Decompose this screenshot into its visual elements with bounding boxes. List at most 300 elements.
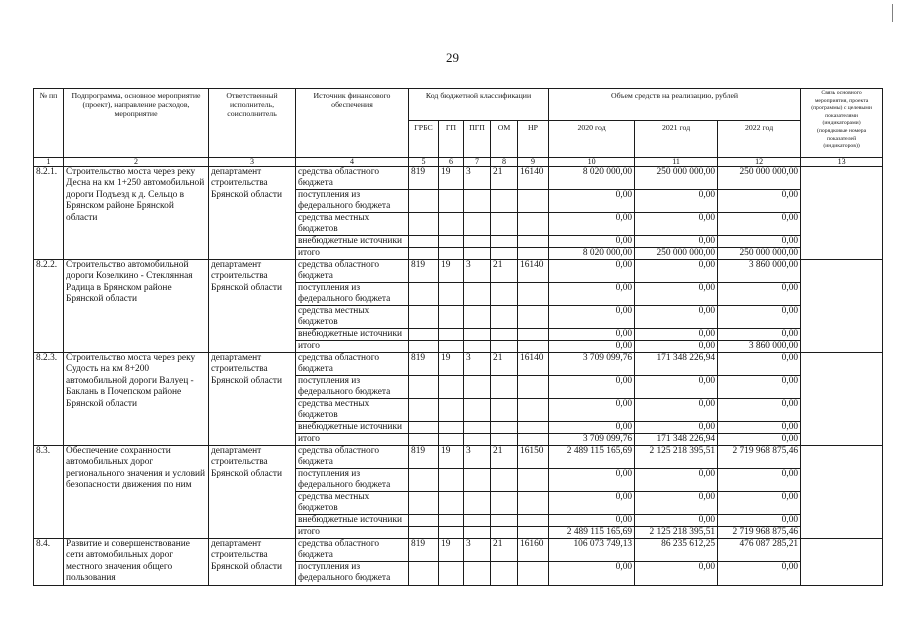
amount-2020-cell [549, 399, 635, 422]
activity-name-cell [64, 260, 209, 353]
funding-source-line: средства областного [298, 353, 380, 363]
amount-2021-cell [635, 562, 718, 585]
amount-2022: 250 000 000,00 [739, 248, 799, 258]
activity-number: 8.4. [36, 539, 51, 549]
amount-2020-cell [549, 539, 635, 562]
header-program-line: (проект), направление расходов, [82, 100, 190, 109]
funding-source-cell [296, 190, 409, 213]
code-nr-cell [518, 469, 549, 492]
amount-2020: 0,00 [615, 422, 633, 432]
funding-source-line: федерального бюджета [298, 294, 391, 304]
code-nr-cell [518, 353, 549, 376]
amount-2022-cell [718, 539, 801, 562]
funding-source-line: итого [298, 341, 320, 351]
code-grbs-cell [409, 446, 439, 469]
column-number-row [34, 158, 883, 167]
amount-2020-cell [549, 329, 635, 341]
funding-source-cell [296, 527, 409, 539]
header-link-line: Связь основного [821, 90, 862, 96]
executor-line: Брянской области [211, 561, 283, 572]
activity-name-line: Брянской области [66, 294, 138, 305]
activity-name-line: безопасности движения по ним [66, 480, 192, 491]
code-gp-cell [439, 329, 464, 341]
code-nr-cell [518, 236, 549, 248]
amount-2020-cell [549, 434, 635, 446]
code-gp-cell [439, 236, 464, 248]
funding-source-cell [296, 353, 409, 376]
amount-2022: 0,00 [781, 376, 799, 386]
header-source-line: Источник финансового [313, 91, 391, 100]
activity-number: 8.2.3. [36, 353, 58, 363]
code-grbs-cell [409, 539, 439, 562]
code-grbs-cell [409, 306, 439, 329]
amount-2021: 0,00 [698, 341, 716, 351]
amount-2021-cell [635, 260, 718, 283]
funding-row [34, 353, 883, 376]
funding-source-line: бюджетов [298, 503, 338, 513]
code-nr: 16150 [520, 446, 544, 456]
activity-name-line: Судость на км 8+200 [66, 364, 150, 375]
executor-line: департамент [211, 167, 262, 177]
amount-2021-cell [635, 283, 718, 306]
executor-line: департамент [211, 539, 262, 549]
executor-line: департамент [211, 353, 262, 363]
funding-source-cell [296, 539, 409, 562]
column-number: 10 [549, 158, 635, 167]
amount-2020: 3 709 099,76 [582, 353, 633, 363]
executor-cell [209, 539, 296, 586]
funding-source-line: поступления из [298, 562, 361, 573]
indicator-link-cell [801, 167, 883, 260]
activity-number-cell [34, 167, 64, 260]
code-gp-cell [439, 260, 464, 283]
code-gp-cell [439, 446, 464, 469]
code-om-cell [491, 306, 518, 329]
amount-2022-cell [718, 376, 801, 399]
amount-2020-cell [549, 236, 635, 248]
funding-source-line: федерального бюджета [298, 573, 391, 584]
code-om: 21 [493, 167, 503, 177]
amount-2022-cell [718, 248, 801, 260]
amount-2022-cell [718, 260, 801, 283]
activity-name-line: дороги Подъезд к д. Сельцо в [66, 189, 185, 200]
amount-2020: 3 709 099,76 [582, 434, 633, 444]
code-nr-cell [518, 283, 549, 306]
code-pgp: 3 [466, 446, 471, 456]
code-grbs-cell [409, 399, 439, 422]
header-link-line: мероприятия, проекта [814, 97, 869, 104]
executor-cell [209, 353, 296, 446]
code-gp-cell [439, 539, 464, 562]
amount-2020-cell [549, 353, 635, 376]
code-nr: 16160 [520, 539, 544, 549]
activity-name-line: дороги Козелкино - Стеклянная [66, 271, 193, 282]
amount-2020: 8 020 000,00 [582, 167, 633, 177]
funding-source-cell [296, 306, 409, 329]
amount-2021-cell [635, 306, 718, 329]
header-number-label: № пп [39, 91, 58, 100]
amount-2022: 0,00 [781, 492, 799, 502]
column-number: 6 [439, 158, 464, 167]
amount-2021-cell [635, 213, 718, 236]
funding-source-line: федерального бюджета [298, 387, 391, 397]
funding-source-line: средства местных [298, 306, 370, 316]
code-gp-cell [439, 469, 464, 492]
code-nr-cell [518, 213, 549, 236]
amount-2021: 2 125 218 395,51 [649, 446, 716, 456]
code-om: 21 [493, 260, 503, 270]
funding-source-line: средства областного [298, 167, 380, 177]
amount-2021-cell [635, 492, 718, 515]
funding-source-line: бюджетов [298, 410, 338, 420]
amount-2021: 0,00 [698, 283, 716, 293]
code-nr-cell [518, 167, 549, 190]
funding-source-cell [296, 167, 409, 190]
header-link-line: показателями [825, 112, 858, 119]
column-number: 11 [635, 158, 718, 167]
column-number: 7 [464, 158, 491, 167]
amount-2020-cell [549, 527, 635, 539]
header-executor-line: исполнитель, [229, 100, 275, 109]
amount-2021: 171 348 226,94 [656, 353, 716, 363]
amount-2020-cell [549, 562, 635, 585]
code-nr: 16140 [520, 353, 544, 363]
amount-2022-cell [718, 446, 801, 469]
code-grbs-cell [409, 248, 439, 260]
activity-name-cell [64, 353, 209, 446]
funding-source-cell [296, 376, 409, 399]
activity-name-line: автомобильных дорог [66, 457, 154, 468]
funding-source-cell [296, 492, 409, 515]
amount-2021: 0,00 [698, 562, 716, 573]
code-gp-cell [439, 248, 464, 260]
header-link-line: показателей [826, 135, 857, 142]
code-gp: 19 [441, 167, 451, 177]
code-om-cell [491, 399, 518, 422]
code-pgp-cell [464, 236, 491, 248]
code-nr-cell [518, 515, 549, 527]
activity-name-line: местного значения общего [66, 561, 173, 572]
amount-2022: 0,00 [781, 562, 799, 573]
funding-source-cell [296, 469, 409, 492]
code-grbs-cell [409, 190, 439, 213]
amount-2020: 8 020 000,00 [582, 248, 633, 258]
header-volume-label: Объем средств на реализацию, рублей [611, 91, 739, 100]
funding-source-line: бюджета [298, 271, 333, 281]
amount-2022-cell [718, 236, 801, 248]
funding-source-line: бюджета [298, 364, 333, 374]
code-om-cell [491, 527, 518, 539]
amount-2022: 2 719 968 875,46 [732, 446, 799, 456]
header-number [34, 89, 64, 158]
funding-row [34, 260, 883, 283]
funding-row [34, 539, 883, 562]
funding-source-line: поступления из [298, 376, 361, 386]
code-nr-cell [518, 190, 549, 213]
amount-2022-cell [718, 190, 801, 213]
code-om: 21 [493, 539, 503, 549]
header-link-line: (программы) с целевыми [811, 105, 872, 112]
code-pgp-cell [464, 527, 491, 539]
header-indicator-link [801, 89, 883, 158]
amount-2021: 0,00 [698, 260, 716, 270]
code-pgp: 3 [466, 167, 471, 177]
funding-source-line: итого [298, 527, 320, 537]
amount-2020: 0,00 [615, 376, 633, 386]
activity-name-line: автомобильной дороги Валуец - [66, 375, 194, 386]
code-pgp-cell [464, 446, 491, 469]
code-grbs: 819 [411, 353, 426, 363]
amount-2020: 106 073 749,13 [573, 539, 633, 549]
code-nr: 16140 [520, 167, 544, 177]
header-code-nr: НР [518, 121, 549, 158]
amount-2020-cell [549, 306, 635, 329]
executor-line: департамент [211, 260, 262, 270]
funding-source-cell [296, 515, 409, 527]
amount-2022-cell [718, 492, 801, 515]
code-om-cell [491, 236, 518, 248]
amount-2022-cell [718, 469, 801, 492]
code-om-cell [491, 353, 518, 376]
header-link-line: (индикаторов)) [823, 143, 860, 150]
funding-source-cell [296, 213, 409, 236]
executor-line: строительства [211, 457, 268, 468]
amount-2020: 0,00 [615, 469, 633, 479]
amount-2021: 2 125 218 395,51 [649, 527, 716, 537]
amount-2022-cell [718, 434, 801, 446]
activity-number: 8.2.2. [36, 260, 58, 270]
amount-2020-cell [549, 283, 635, 306]
funding-source-cell [296, 248, 409, 260]
amount-2021-cell [635, 539, 718, 562]
code-grbs: 819 [411, 167, 426, 177]
amount-2020: 2 489 115 165,69 [566, 527, 633, 537]
amount-2021-cell [635, 236, 718, 248]
code-nr-cell [518, 434, 549, 446]
code-om-cell [491, 283, 518, 306]
amount-2020: 0,00 [615, 306, 633, 316]
amount-2021: 86 235 612,25 [661, 539, 716, 549]
amount-2020-cell [549, 422, 635, 434]
amount-2021: 250 000 000,00 [656, 248, 716, 258]
code-pgp-cell [464, 213, 491, 236]
amount-2020: 0,00 [615, 341, 633, 351]
funding-source-line: итого [298, 434, 320, 444]
amount-2022: 0,00 [781, 515, 799, 525]
activity-name-line: Строительство автомобильной [66, 260, 189, 270]
amount-2020-cell [549, 469, 635, 492]
amount-2021-cell [635, 446, 718, 469]
amount-2021: 0,00 [698, 492, 716, 502]
code-pgp-cell [464, 329, 491, 341]
code-pgp-cell [464, 492, 491, 515]
amount-2020: 0,00 [615, 329, 633, 339]
executor-line: строительства [211, 271, 268, 282]
indicator-link-cell [801, 539, 883, 586]
funding-source-cell [296, 434, 409, 446]
amount-2020: 0,00 [615, 283, 633, 293]
code-gp-cell [439, 562, 464, 585]
header-year-2020: 2020 год [549, 121, 635, 158]
code-pgp-cell [464, 306, 491, 329]
activity-name-line: Строительство моста через реку [66, 167, 196, 177]
amount-2020: 0,00 [615, 515, 633, 525]
code-pgp-cell [464, 562, 491, 585]
code-om: 21 [493, 353, 503, 363]
header-executor [209, 89, 296, 158]
executor-line: Брянской области [211, 282, 283, 293]
funding-source-line: поступления из [298, 469, 361, 479]
code-gp: 19 [441, 539, 451, 549]
column-number: 8 [491, 158, 518, 167]
amount-2022: 0,00 [781, 353, 799, 363]
funding-source-line: внебюджетные источники [298, 329, 403, 339]
amount-2021-cell [635, 376, 718, 399]
code-nr-cell [518, 306, 549, 329]
amount-2022-cell [718, 306, 801, 329]
amount-2020: 0,00 [615, 236, 633, 246]
activity-name-line: сети автомобильных дорог [66, 550, 174, 561]
code-grbs-cell [409, 167, 439, 190]
code-pgp-cell [464, 515, 491, 527]
amount-2021: 0,00 [698, 515, 716, 525]
header-source [296, 89, 409, 158]
code-gp: 19 [441, 260, 451, 270]
indicator-link-cell [801, 260, 883, 353]
amount-2022: 0,00 [781, 236, 799, 246]
amount-2020-cell [549, 248, 635, 260]
indicator-link-cell [801, 446, 883, 539]
funding-source-line: средства местных [298, 399, 370, 409]
funding-source-line: федерального бюджета [298, 480, 391, 490]
code-gp: 19 [441, 446, 451, 456]
activity-name-line: области [66, 212, 98, 223]
code-gp: 19 [441, 353, 451, 363]
amount-2022-cell [718, 283, 801, 306]
amount-2021-cell [635, 190, 718, 213]
code-gp-cell [439, 434, 464, 446]
amount-2021: 0,00 [698, 306, 716, 316]
column-number: 5 [409, 158, 439, 167]
code-gp-cell [439, 492, 464, 515]
amount-2022: 2 719 968 875,46 [732, 527, 799, 537]
code-grbs: 819 [411, 539, 426, 549]
funding-source-line: поступления из [298, 190, 361, 200]
amount-2021: 0,00 [698, 213, 716, 223]
amount-2021-cell [635, 329, 718, 341]
code-grbs-cell [409, 422, 439, 434]
amount-2021-cell [635, 515, 718, 527]
amount-2022: 0,00 [781, 399, 799, 409]
funding-source-line: итого [298, 248, 320, 258]
amount-2022-cell [718, 399, 801, 422]
code-pgp-cell [464, 260, 491, 283]
amount-2020: 0,00 [615, 260, 633, 270]
code-gp-cell [439, 283, 464, 306]
amount-2020: 0,00 [615, 399, 633, 409]
amount-2021: 250 000 000,00 [656, 167, 716, 177]
funding-source-cell [296, 329, 409, 341]
code-grbs: 819 [411, 446, 426, 456]
amount-2022-cell [718, 213, 801, 236]
funding-source-line: средства областного [298, 446, 380, 456]
code-grbs-cell [409, 527, 439, 539]
code-nr-cell [518, 399, 549, 422]
amount-2021-cell [635, 248, 718, 260]
funding-source-line: бюджетов [298, 317, 338, 327]
code-nr: 16140 [520, 260, 544, 270]
code-pgp: 3 [466, 539, 471, 549]
amount-2021-cell [635, 341, 718, 353]
code-pgp-cell [464, 469, 491, 492]
code-pgp-cell [464, 283, 491, 306]
header-volume [549, 89, 801, 121]
code-om-cell [491, 492, 518, 515]
funding-source-line: средства областного [298, 260, 380, 270]
amount-2020-cell [549, 167, 635, 190]
code-pgp: 3 [466, 353, 471, 363]
code-pgp-cell [464, 399, 491, 422]
code-gp-cell [439, 353, 464, 376]
activity-number-cell [34, 446, 64, 539]
code-om-cell [491, 469, 518, 492]
executor-line: строительства [211, 550, 268, 561]
code-nr-cell [518, 446, 549, 469]
activity-name-line: Десна на км 1+250 автомобильной [66, 178, 205, 189]
code-om-cell [491, 260, 518, 283]
amount-2022-cell [718, 562, 801, 585]
code-om-cell [491, 167, 518, 190]
header-year-2021: 2021 год [635, 121, 718, 158]
code-pgp: 3 [466, 260, 471, 270]
header-program-line: Подпрограмма, основное мероприятие [71, 91, 201, 100]
amount-2021-cell [635, 399, 718, 422]
code-om-cell [491, 341, 518, 353]
code-gp-cell [439, 515, 464, 527]
amount-2022-cell [718, 353, 801, 376]
header-code-gp: ГП [439, 121, 464, 158]
amount-2022-cell [718, 341, 801, 353]
activity-number-cell [34, 539, 64, 586]
amount-2021-cell [635, 434, 718, 446]
code-gp-cell [439, 167, 464, 190]
amount-2022: 0,00 [781, 469, 799, 479]
amount-2022: 0,00 [781, 434, 799, 444]
budget-table [33, 88, 883, 586]
header-code-om: ОМ [491, 121, 518, 158]
amount-2020-cell [549, 213, 635, 236]
amount-2022: 3 860 000,00 [748, 341, 799, 351]
funding-source-cell [296, 562, 409, 585]
executor-line: Брянской области [211, 189, 283, 200]
code-grbs-cell [409, 283, 439, 306]
indicator-link-cell [801, 353, 883, 446]
code-grbs-cell [409, 562, 439, 585]
funding-source-cell [296, 260, 409, 283]
code-om-cell [491, 515, 518, 527]
executor-line: Брянской области [211, 468, 283, 479]
funding-source-line: бюджета [298, 550, 333, 560]
executor-line: строительства [211, 178, 268, 189]
amount-2021: 0,00 [698, 422, 716, 432]
code-om-cell [491, 248, 518, 260]
activity-name-line: Радица в Брянском районе [66, 282, 172, 293]
code-om: 21 [493, 446, 503, 456]
amount-2022: 250 000 000,00 [739, 167, 799, 177]
activity-name-line: регионального значения и условий [66, 468, 206, 479]
funding-source-cell [296, 236, 409, 248]
code-grbs-cell [409, 515, 439, 527]
